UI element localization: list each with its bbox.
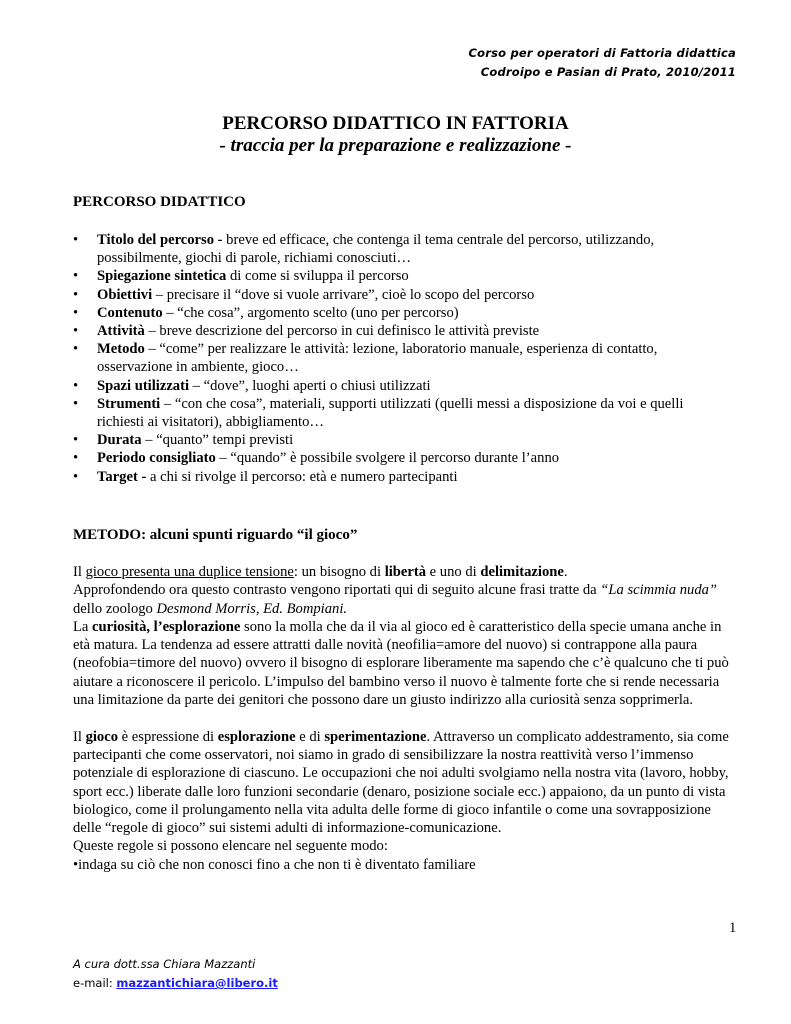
bold-term: sperimentazione bbox=[324, 728, 427, 745]
footer-email-line bbox=[73, 974, 278, 993]
text-run: sono la molla che da il via al gioco ed è caratteristico della specie umana anche in età matura. La tendenza ad essere attratti dalle novità (neofilia=amore del nuovo) si contrappone alla paura (neofobia=timore del nuovo) ovvero il bisogno di esplorare liberamente ma sapendo che c’è qualcuno che ti può aiutare a riconoscere il pericolo. L’impulso del bambino verso il nuovo è talmente forte che si rende necessaria una limitazione da parte dei genitori che possono dare un giusto indirizzo alla curiosità senza sopprimerla. bbox=[73, 618, 729, 709]
text-run: : un bisogno di bbox=[293, 564, 385, 580]
list-item bbox=[73, 377, 733, 395]
underlined-phrase: gioco presenta una duplice tensione bbox=[85, 564, 294, 580]
header-location-line: Codroipo e Pasian di Prato, 2010/2011 bbox=[480, 65, 736, 79]
list-item-text: – “con che cosa”, materiali, supporti utilizzati (quelli messi a disposizione da voi e quelli richiesti ai visitatori), abbigliamento… bbox=[97, 395, 684, 431]
paragraph-tensione bbox=[73, 563, 741, 581]
list-item-text: – “dove”, luoghi aperti o chiusi utilizzati bbox=[189, 377, 431, 394]
rule-item bbox=[73, 856, 741, 874]
page-header bbox=[469, 44, 736, 82]
list-item bbox=[73, 304, 733, 322]
footer-email-label: e-mail: bbox=[73, 976, 117, 990]
list-item-term: Spazi utilizzati bbox=[97, 377, 190, 394]
list-item-text: – “quando” è possibile svolgere il percorso durante l’anno bbox=[215, 450, 560, 467]
text-run: dello zoologo bbox=[73, 600, 157, 617]
bold-term: libertà bbox=[384, 564, 427, 580]
bullet-icon: • bbox=[73, 268, 79, 285]
section-heading-metodo: METODO: alcuni spunti riguardo “il gioco” bbox=[73, 527, 358, 543]
list-item-term: Obiettivi bbox=[97, 286, 153, 303]
bullet-icon: • bbox=[73, 323, 79, 340]
document-title bbox=[0, 113, 791, 157]
list-item bbox=[73, 431, 733, 449]
email-link[interactable]: mazzantichiara@libero.it bbox=[116, 976, 278, 990]
text-run: Il bbox=[73, 564, 86, 580]
list-item bbox=[73, 449, 733, 467]
paragraph-citazione bbox=[73, 581, 741, 618]
list-item-text: breve ed efficace, che contenga il tema centrale del percorso, utilizzando, possibilmente, giochi di parole, richiami conosciuti… bbox=[97, 232, 655, 267]
bold-term: gioco bbox=[85, 728, 119, 745]
bullet-icon: • bbox=[73, 304, 79, 321]
bullet-icon: • bbox=[73, 395, 79, 412]
list-item-term: Titolo del percorso - bbox=[97, 232, 223, 248]
bullet-icon: • bbox=[73, 856, 79, 873]
percorso-bullet-list bbox=[73, 231, 733, 486]
page-number: 1 bbox=[729, 920, 737, 936]
bold-term: curiosità, l’esplorazione bbox=[92, 618, 241, 635]
text-run: e uno di bbox=[426, 564, 481, 580]
title-subtitle: - traccia per la preparazione e realizzazione - bbox=[219, 135, 572, 156]
list-item bbox=[73, 231, 733, 267]
section-heading-percorso: PERCORSO DIDATTICO bbox=[73, 194, 246, 210]
list-item-text: di come si sviluppa il percorso bbox=[226, 268, 409, 285]
bullet-icon: • bbox=[73, 232, 79, 248]
title-main: PERCORSO DIDATTICO IN FATTORIA bbox=[222, 113, 569, 134]
book-author: Desmond Morris, Ed. Bompiani. bbox=[156, 600, 348, 617]
text-run: . Attraverso un complicato addestramento, sia come partecipanti che come osservatori, noi siamo in grado di sensibilizzare la nostra reattività verso l’immenso potenziale di esplorazione di ciascuno. Le occupazioni che noi adulti svolgiamo nella nostra vita (lavoro, hobby, sport ecc.) liberate dalle loro funzioni secondarie (denaro, posizione sociale ecc.) appaiono, da un punto di vista biologico, come il prolungamento nella vita adulta delle forme di gioco infantile o come una sovrapposizione delle “regole di gioco” sui sistemi adulti di informazione-comunicazione. bbox=[73, 728, 729, 837]
list-item-term: Durata bbox=[97, 432, 142, 449]
metodo-body bbox=[73, 563, 741, 874]
text-run: . bbox=[563, 564, 568, 580]
text-run: è espressione di bbox=[118, 728, 218, 745]
list-item bbox=[73, 267, 733, 285]
list-item-text: – “che cosa”, argomento scelto (uno per percorso) bbox=[162, 304, 459, 321]
list-item bbox=[73, 322, 733, 340]
bullet-icon: • bbox=[73, 286, 79, 303]
list-item bbox=[73, 468, 733, 486]
list-item-term: Target - bbox=[97, 468, 147, 485]
paragraph-gioco bbox=[73, 728, 741, 838]
list-item-term: Metodo bbox=[97, 341, 145, 358]
blank-line bbox=[73, 709, 741, 727]
paragraph-regole-intro: Queste regole si possono elencare nel seguente modo: bbox=[73, 838, 388, 855]
header-course-line: Corso per operatori di Fattoria didattica bbox=[468, 46, 736, 60]
bullet-icon: • bbox=[73, 468, 79, 485]
list-item-term: Spiegazione sintetica bbox=[97, 268, 227, 285]
bold-term: esplorazione bbox=[217, 728, 296, 745]
text-run: Il bbox=[73, 728, 86, 745]
list-item bbox=[73, 340, 733, 376]
list-item-text: – “come” per realizzare le attività: lezione, laboratorio manuale, esperienza di contatto, osservazione in ambiente, gioco… bbox=[97, 341, 658, 376]
bullet-icon: • bbox=[73, 450, 79, 467]
page-footer bbox=[73, 955, 278, 993]
list-item-term: Periodo consigliato bbox=[97, 450, 216, 467]
bold-term: delimitazione bbox=[480, 564, 564, 580]
footer-author: A cura dott.ssa Chiara Mazzanti bbox=[73, 957, 256, 971]
list-item-term: Contenuto bbox=[97, 304, 163, 321]
list-item-text: – precisare il “dove si vuole arrivare”, cioè lo scopo del percorso bbox=[152, 286, 535, 303]
list-item bbox=[73, 286, 733, 304]
list-item bbox=[73, 395, 733, 431]
list-item-term: Attività bbox=[97, 323, 145, 340]
paragraph-curiosita bbox=[73, 618, 741, 709]
text-run: La bbox=[73, 618, 93, 635]
bullet-icon: • bbox=[73, 341, 79, 358]
text-run: Approfondendo ora questo contrasto vengono riportati qui di seguito alcune frasi tratte da bbox=[73, 582, 601, 599]
bullet-icon: • bbox=[73, 377, 79, 394]
list-item-text: a chi si rivolge il percorso: età e numero partecipanti bbox=[146, 468, 458, 485]
rule-text: indaga su ciò che non conosci fino a che non ti è diventato familiare bbox=[78, 856, 476, 873]
list-item-text: – breve descrizione del percorso in cui definisco le attività previste bbox=[144, 323, 540, 340]
list-item-term: Strumenti bbox=[97, 395, 161, 412]
book-title: “La scimmia nuda” bbox=[600, 582, 718, 599]
bullet-icon: • bbox=[73, 432, 79, 449]
text-run: e di bbox=[295, 728, 325, 745]
list-item-text: – “quanto” tempi previsti bbox=[141, 432, 294, 449]
